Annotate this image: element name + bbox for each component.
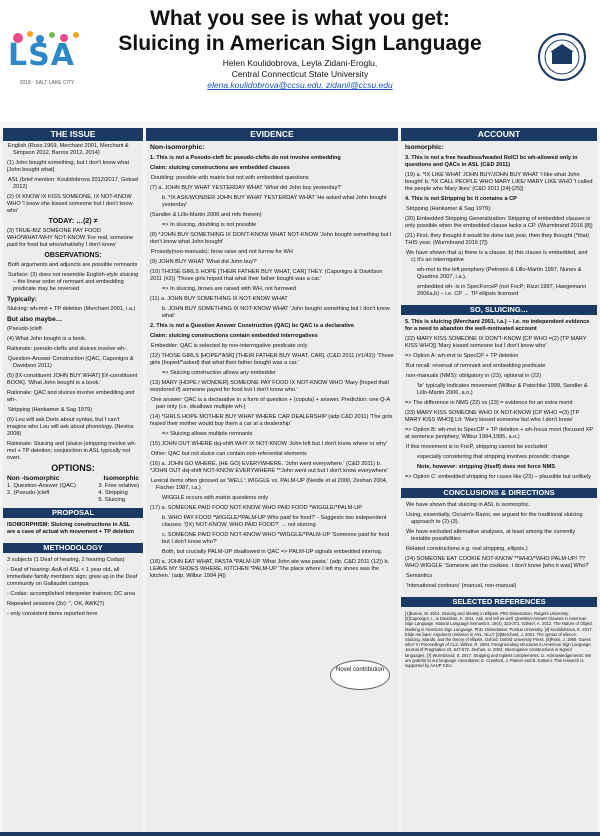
section-heading-methodology: METHODOLOGY — [3, 543, 143, 553]
example-18: (18) a. JOHN EAT WHAT, PASTA *PALM-UP 'What John ate was pasta.' (adp. C&D 2011 (12)) b. LEAVE MY SHOES WHERE, KITCHEN *PALM-UP 'The place where I left my shoes was the kitchen.' (adp. Wilbur 1994 [4]) — [150, 559, 390, 579]
example-19: (19) a. *IX LIKE WHAT JOHN BUY/JOHN BUY WHAT 'I like what John bought' b. *IX CALL PEOPLE WHO MARY LIKE/ MARY LIKE WHO 'I called the people who Mary likes' (C&D 2011 [24]-[25]) — [405, 172, 593, 192]
evidence-bullet-prosody: Prosody(non-manuals): brow raise and not furrow for WH — [151, 249, 293, 255]
option-3: 3. Free relative) — [98, 483, 139, 489]
arrow-2: => In sluicing, brows are raised with WH, not furrowed — [162, 286, 296, 292]
example-14: (14) *GIRLS HOPE MOTHER BUY WHAT WHERE CAR DEALERSHIP (adp C&D 2011) 'The girls hoped their mother would buy them a car at a dealership' — [150, 414, 393, 427]
university-seal-icon — [537, 28, 587, 86]
author-affiliation: Central Connecticut State University — [231, 69, 369, 79]
example-6: (6) Lou will ask Doris about syntax, but I can't imagine who Lou will ask about phonology. (Nevins 2008) — [7, 417, 134, 437]
account-bullet-shown: We have shown that a) there is a clause, b) this clause is embedded, and c) it's an interrogative — [406, 250, 588, 263]
option-5: 5. Sluicing — [98, 497, 126, 503]
example-17b: b. WHO PAY FOOD *WIGGLE/*PALM-UP Who paid for food?' - Suggests two independent clauses: '(IX) NOT-KNOW, WHO PAID FOOD?' → not sluicing — [162, 515, 387, 528]
example-10: (10) THOSE GIRLS HOPE [THEIR FATHER BUY WHAT, CAR] THEY. (Caponigro & Davidson 2011 (#2)) 'Those girls hoped that what their father bought was a car.' — [150, 269, 383, 282]
section-heading-so-sluicing: SO, SLUICING… — [401, 305, 597, 315]
evidence-bullet-one-answer: One answer: QAC is a declarative in a form of question + (copula) + answer. Prediction: one Q-A pair only (i.e. disallows multiple wh-) — [151, 397, 390, 410]
evidence-bullet-palm-up: Both, but crucially PALM-UP disallowed in QAC => PALM-UP signals embedded interrog. — [162, 549, 383, 555]
account-bullet-wh-mvt: wh-mvt to the left periphery (Petronio & Lillo-Martin 1997, Nunes & Quadros 2007, i.a.), — [417, 267, 582, 280]
option-1: 1. Question-Answer (QAC) — [7, 483, 76, 489]
example-17a: (17) a. SOMEONE PAID FOOD NOT-KNOW WHO PAID FOOD *WIGGLE/*PALM-UP — [150, 505, 362, 511]
issue-english: English (Ross 1969, Merchant 2001, Merchant & Simpson 2012, Barros 2012, 2014) — [8, 143, 129, 156]
example-20: (20) Embedded Stripping Generalization: Stripping of embedded clauses is only possible when the embedded clause lacks a CP. (Wurmbrand 2016 [8]) — [405, 216, 593, 229]
example-11b: b. JOHN BUY SOMETHING IX NOT-KNOW WHAT 'John bought something but I don't know what' — [162, 306, 390, 319]
option-4: 4. Stripping — [98, 490, 128, 496]
example-24: (24) SOMEONE EAT COOKIE NOT-KNOW **WHO/*WHO PALM-UP/ ??WHO WIGGLE 'Someone ate the cookies. I don't know [who it was] Who?' — [405, 556, 590, 569]
evidence-heading-1: 1. This is not a Pseudo-cleft bc pseudo-clefts do not involve embedding — [150, 155, 341, 161]
options-row — [7, 475, 139, 483]
issue-asl: ASL (brief mention: Koulidobrova 2012/2017, Goksel 2012) — [8, 177, 139, 190]
poster-footer-bar — [0, 832, 600, 836]
observations-heading: OBSERVATIONS: — [44, 252, 102, 259]
but-also-heading: But also maybe… — [7, 316, 63, 323]
author-names: Helen Koulidobrova, Leyla Zidani-Eroglu, — [222, 58, 378, 68]
direction-semantics: Semantics — [406, 573, 433, 579]
account-bullet-recall: But recall: reversal of remnant and embedding predicate — [406, 363, 546, 369]
lsa-logo-text: LSA — [8, 38, 75, 73]
arrow-8: => Option C: embedded stripping for cases like (23) – plausible but unlikely — [405, 474, 591, 480]
example-2: (2) IX KNOW IX KISS SOMEONE, IX NOT-KNOW WHO 'I know she kissed someone but I don't know who' — [7, 194, 133, 214]
example-16: (16) a. JOHN GO WHERE, (HE GO) EVERYWHERE. 'John went everywhere.' (C&D 2011) b. *JOHN OUT dsj-shift NOT-KNOW EVERYWHERE **John went out but I don't know everywhere' — [150, 461, 388, 474]
account-bullet-prosodic: especially considering that stripping involves prosodic change — [417, 454, 570, 460]
title-line-2: Sluicing in American Sign Language — [118, 32, 482, 55]
lsa-logo-subtitle: 2018 · SALT LAKE CITY — [19, 80, 75, 86]
author-emails[interactable]: elena.koulidobrova@ccsu.edu, zidanil@ccsu.edu — [207, 80, 393, 90]
options-list — [7, 483, 139, 504]
section-heading-references: SELECTED REFERENCES — [401, 597, 597, 607]
example-5: (5) [IX-constituent JOHN BUY WHAT] [IX-constituent BOOK]. 'What John bought is a book.' — [7, 373, 138, 386]
column-account — [401, 128, 597, 832]
method-3: - Codas: accomplished interpreter trainers; DC area — [7, 591, 136, 597]
example-23: (23) MARY KISS SOMEONE WHO IX NOT-KNOW [CP WHO =(3) [TP MARY KISS WHO]] Lit: 'Mary kissed someone but who I don't know' — [405, 410, 580, 423]
example-12: (12) THOSE GIRLS [HOPE/*ASK] [THEIR FATHER BUY WHAT, CAR]. (C&D 2011 (#1/42)) 'Those girls {hoped/*asked} that what their father bought was a car.' — [150, 353, 394, 366]
arrow-4: => Sluicing allows multiple remnants — [162, 431, 253, 437]
poster-header — [0, 0, 600, 122]
rationale-2: Rationale: QAC and sluices involve embedding and wh-. — [7, 390, 135, 403]
options-heading: OPTIONS: — [51, 463, 95, 473]
account-note: Note, however: stripping (itself) does not force NMS — [417, 464, 555, 470]
today-heading: TODAY: …(2) ≠ — [48, 218, 98, 225]
isomorphic-heading: Isomorphic: — [405, 144, 444, 151]
non-isomorphic-heading: Non-isomorphic: — [150, 144, 205, 151]
typically-heading: Typically: — [7, 296, 37, 303]
evidence-bullet-wiggle: WIGGLE occurs with matrix questions only — [162, 495, 269, 501]
option-2: 2. (Pseudo-)cleft — [7, 490, 50, 496]
example-13: (13) MARY {HOPE / WONDER} SOMEONE PAY FOOD IX NOT-KNOW WHO 'Mary {hoped that/ wondered if} someone payed for food but I don't know who.' — [150, 380, 390, 393]
section-heading-account: ACCOUNT — [401, 128, 597, 141]
but-also-cleft: (Pseudo-)cleft — [7, 326, 42, 332]
option-isomorphic: Isomorphic — [103, 475, 139, 482]
evidence-claim-1: Claim: sluicing constructions are embedded clauses — [150, 165, 290, 171]
observation-2: Surface: (3) does not resemble English-style sluicing – the linear order of remnant and embedding predicate may be reversed — [8, 272, 139, 292]
title-line-1: What you see is what you get: — [150, 7, 450, 30]
method-5: - only consistent items reported here — [7, 611, 98, 617]
arrow-3: => Sluicing construction allows any embedder — [162, 370, 276, 376]
conclusion-4: Related constructions e.g. real stripping, ellipsis.) — [406, 546, 528, 552]
evidence-claim-2: Claim: sluicing constructions contain embedded interrogatives — [150, 333, 318, 339]
conclusion-3: We have excluded alternative analyses, at least among the currently testable possibilities — [406, 529, 576, 542]
author-block — [0, 58, 600, 91]
arrow-6: => The difference in NMS (22) vs (23) = evidence for an extra mvmt — [405, 400, 573, 406]
conclusion-2: Using, essentially, Occam's Razor, we argued for the traditional sluicing approach to (2)-(3). — [406, 512, 583, 525]
account-bullet-stripping: Stripping (Hankamer & Sag 1979): — [406, 206, 492, 212]
example-21: (21) First, they thought it would be done last year, then they thought (*that) THIS year. (Wurmbrand 2016 [7]) — [405, 233, 590, 246]
account-heading-4: 4. This is not Stripping bc it contains a CP — [405, 196, 517, 202]
section-heading-proposal: PROPOSAL — [3, 508, 143, 518]
example-11a: (11) a. JOHN BUY SOMETHING IX NOT-KNOW WHAT — [150, 296, 288, 302]
example-9: (9) JOHN BUY WHAT 'What did John buy?' — [150, 259, 258, 265]
column-evidence — [146, 128, 398, 832]
example-3: (3) TRUE-BIZ SOMEONE PAY FOOD WHO/WHAT/WHY NOT-KNOW 'For real, someone paid for food but who/what/why I don't know' — [7, 228, 134, 248]
typically-text: Sluicing: wh-mvt + TP deletion (Merchant 2001, i.a.) — [7, 306, 136, 312]
example-7-source: (Sandler & Lillo-Martin 2006 and refs therein) — [150, 212, 262, 218]
proposal-text: ISOMORPHISM: Sluicing constructions in ASL are a case of actual wh movement + TP deletion — [7, 522, 134, 535]
example-15: (15) JOHN OUT WHERE dsj-shift WHY IX NOT-KNOW 'John left but I don't know where or why' — [150, 441, 388, 447]
observation-1: Both arguments and adjuncts are possible remnants — [8, 262, 138, 268]
example-1: (1) John bought something, but I don't know what [John bought what] — [7, 160, 130, 173]
option-non-isomorphic: Non -Isomorphic — [7, 475, 60, 482]
account-heading-5: 5. This is sluicing (Merchant 2001, i.a.) – i.e. no independent evidence for a need to abandon the well-motivated account — [405, 319, 590, 332]
evidence-bullet-embedder: Embedder: QAC is selected by non-interrogative predicate only — [151, 343, 308, 349]
arrow-1: => In sluicing, doubling is not possible — [162, 222, 257, 228]
evidence-bullet-other: Other: QAC but not sluice can contain non-referential elements — [151, 451, 307, 457]
rationale-3: Rationale: Sluicing and (sluice-)stripping involve wh-mvt + TP deletion; conjunction in ASL typically not overt. — [7, 441, 137, 461]
account-bullet-br: 'br' typically indicates movement (Wilbur & Patschke 1999, Sandler & Lillo-Martin 2006, a.o.) — [417, 383, 588, 396]
conclusion-1: We have shown that sluicing in ASL is isomorphic. — [406, 502, 531, 508]
section-heading-conclusions: CONCLUSIONS & DIRECTIONS — [401, 488, 597, 498]
arrow-5: => Option A: wh-mvt to SpecCP + TP deletion — [405, 353, 519, 359]
arrow-7: => Option B: wh-mvt to SpecCP + TP deletion + wh-focus movt (focused XP at sentence periphery, Wilbur 1994,1995, a.o.) — [405, 427, 594, 440]
method-2: - Deaf of hearing: AoA of ASL < 1 year old, all immediate family members sign; grew up in the Deaf community on Gallaudet campus — [7, 567, 138, 587]
method-1: 3 subjects (1 Deaf of hearing, 2 hearing Codas) — [7, 557, 125, 563]
section-heading-evidence: EVIDENCE — [146, 128, 398, 141]
account-bullet-nms: non-manuals (NMS): obligatory in (23), optional in (22) — [406, 373, 541, 379]
account-bullet-focp: If this movement is to FocP, stripping cannot be excluded — [406, 444, 548, 450]
novel-contribution-badge: Novel contribution — [330, 660, 390, 690]
example-22: (22) MARY KISS SOMEONE IX DON'T-KNOW [CP WHO =(2) [TP MARY KISS WHO]] 'Mary kissed someone but I don't know who' — [405, 336, 587, 349]
references-text: [1]Barros, M. 2014. Sluicing and Identity in Ellipsis. PhD Dissertation, Rutgers University. [2]Caponigro, I., & Davidson, K. 2011. Ask, and tell as well: Question-Answer Clauses in American Sign Language. Natural Language Semantics, 19(4), 323-371. Goksel, A. 2012. The Nature of Object Marking in American Sign Language. PhD. Dissertation: Purdue University. [4] Koulidobrova, E. 2017. Elide me bare: Argument omission in ASL. NLLT. [5]Merchant, J. 2001. The syntax of silence: Sluicing, islands, and the theory of ellipsis. Oxford: Oxford University Press. [6]Ross, J. 1969. Guess who? In Proceedings of CLS. Wilbur, R. 1994. Foregrounding structures in American Sign Language. Journal of Pragmatics 22, 647-672. Zeshan, U. 2004. Interrogative constructions in signed languages. [7] Wurmbrand, S. 2017. Stripping and topless complements. LI. Acknowledgements: We are grateful to our language consultants: E. Crawford, J. Palmer and B. Katsoni. This research is supported by AAUP CSU. — [405, 611, 593, 669]
stripping-item: Stripping (Hankamer & Sag 1979) — [8, 407, 92, 413]
section-heading-issue: THE ISSUE — [3, 128, 143, 141]
account-heading-3: 3. This is not a free headless/headed RelCl bc wh-allowed only in questions and QACs in ASL (C&D 2011) — [405, 155, 578, 168]
evidence-bullet-lexical: Lexical items often glossed as 'WELL': WIGGLE vs. PALM-UP (Neidle et al 2000, Zeshan 2004, Fischer 1987, i.a.) — [151, 478, 388, 491]
qac-item: Question-Answer Construction (QAC, Caponigro & Davidson 2011) — [8, 356, 134, 369]
rationale-1: Rationale: pseudo-clefts and sluices involve wh-. — [7, 346, 128, 352]
column-issue — [3, 128, 143, 832]
method-4: Repeated sessions (3x): ", OK, AWK(?) — [7, 601, 105, 607]
example-7a: (7) a. JOHN BUY WHAT YESTERDAY WHAT 'What did John buy yesterday?' — [150, 185, 342, 191]
example-17c: c. SOMEONE PAID FOOD NOT-KNOW WHO *WIGGLE/*PALM-UP 'Someone paid for food but I don't know who?' — [162, 532, 390, 545]
evidence-bullet-doubling: Doubling: possible with matrix but not with embedded questions — [151, 175, 309, 181]
account-bullet-embedded-wh: embedded wh- is in SpecForceP (not FocP; Rizzi 1997, Haegemann 2006a,b) – i.e. CP → TP ellipsis licensed — [417, 284, 587, 297]
evidence-heading-2: 2. This is not a Question Answer Construction (QAC) bc QAC is a declarative — [150, 323, 355, 329]
direction-intonation: 'Intonational contours' (manual, non-manual) — [406, 583, 517, 589]
example-4: (4) What John bought is a book. — [7, 336, 87, 342]
example-7b: b. *IX ASK/WONDER JOHN BUY WHAT YESTERDAY WHAT 'He asked what John bought yesterday' — [162, 195, 387, 208]
poster-title — [0, 6, 600, 56]
example-8: (8) *JOHN BUY SOMETHING IX DON'T-KNOW WHAT NOT-KNOW 'John bought something but I don't know what John bought' — [150, 232, 392, 245]
